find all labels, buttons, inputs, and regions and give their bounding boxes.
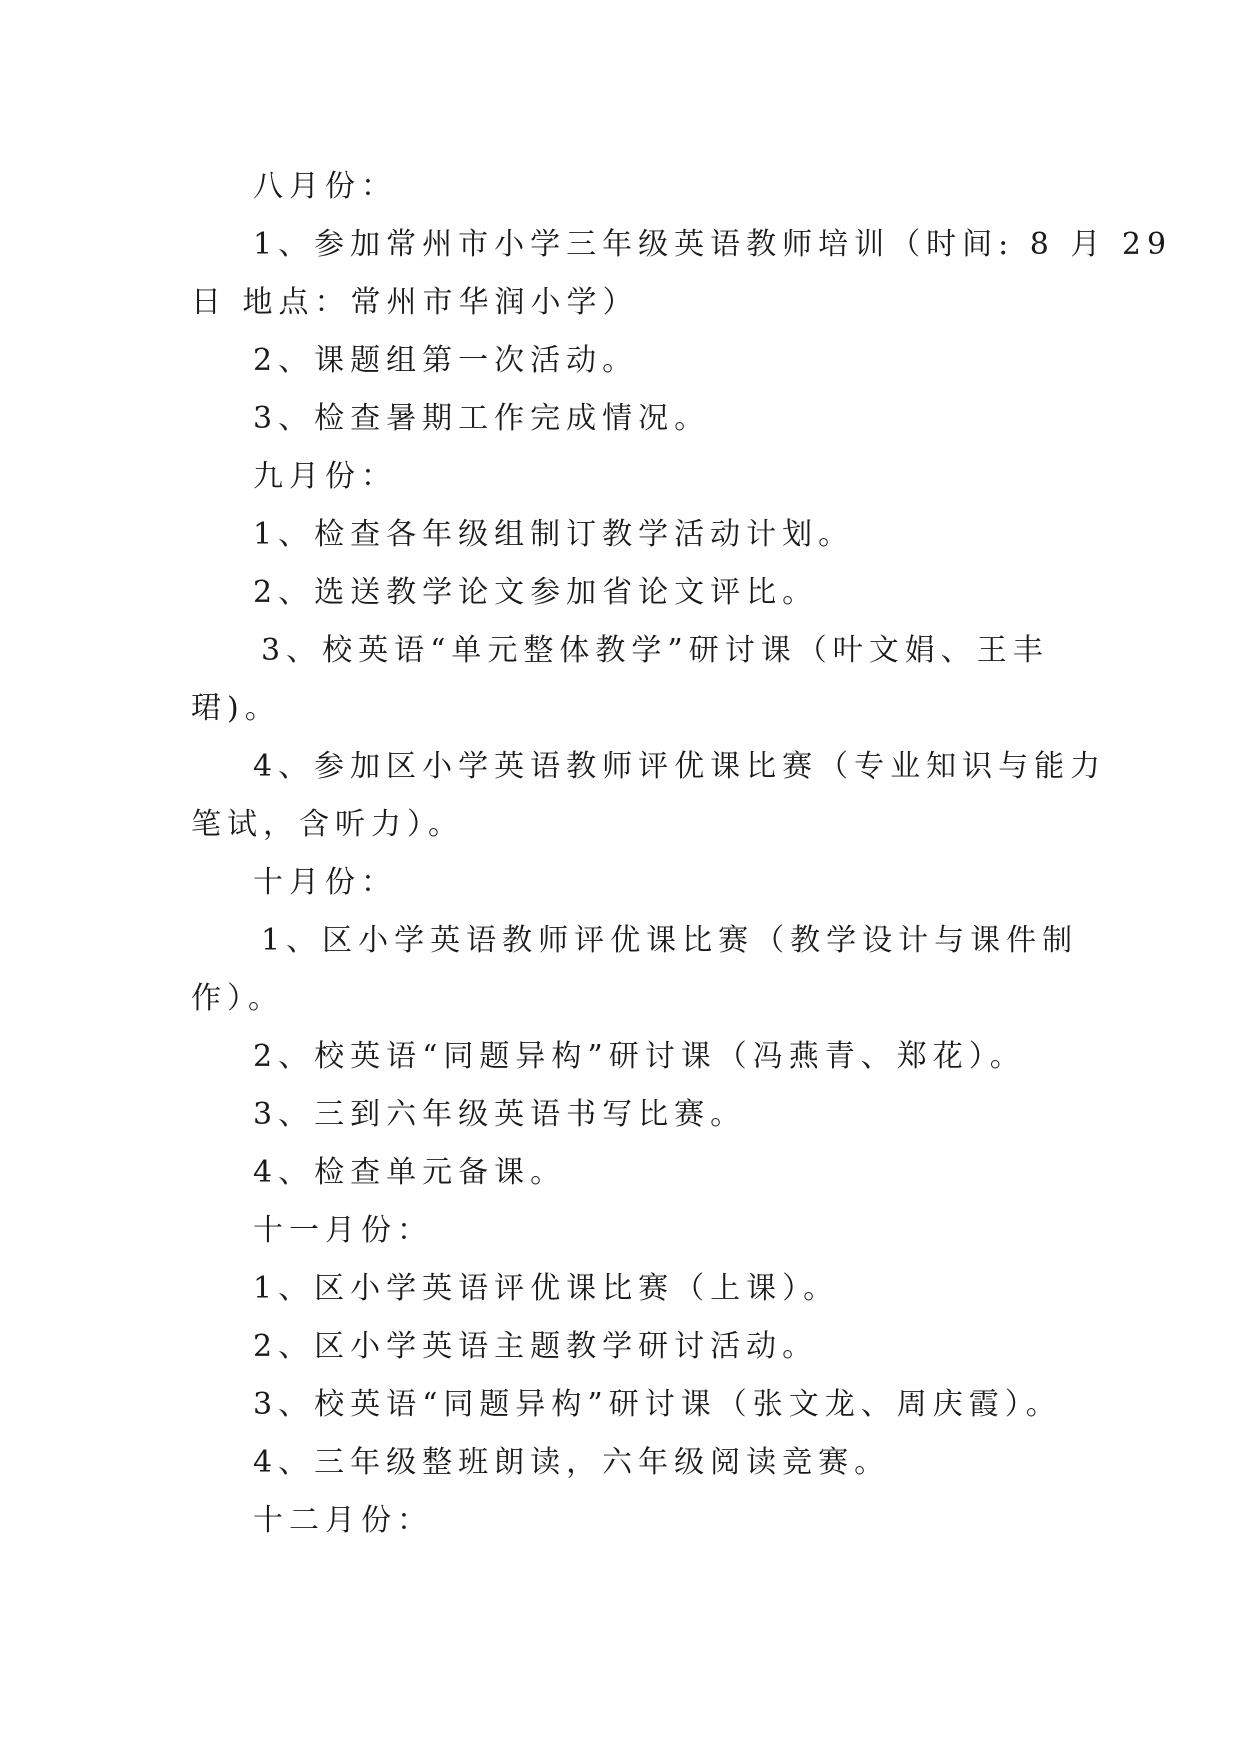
list-item: 2、课题组第一次活动。 <box>253 343 639 378</box>
list-item-continuation: 作）。 <box>191 981 284 1016</box>
list-item: 3、校英语“单元整体教学”研讨课（叶文娟、王丰 <box>261 633 1049 668</box>
list-item: 4、三年级整班朗读，六年级阅读竞赛。 <box>253 1445 891 1480</box>
month-heading-november: 十一月份： <box>253 1213 433 1248</box>
document-body <box>191 158 1173 1550</box>
list-item: 1、区小学英语评优课比赛（上课）。 <box>253 1271 840 1306</box>
list-item: 1、检查各年级组制订教学活动计划。 <box>253 517 855 552</box>
month-heading-september: 九月份： <box>253 459 397 494</box>
list-item: 1、参加常州市小学三年级英语教师培训（时间: 8 月 29 <box>253 227 1173 262</box>
list-item: 4、参加区小学英语教师评优课比赛（专业知识与能力 <box>253 749 1107 784</box>
month-heading-august: 八月份： <box>253 169 397 204</box>
list-item-continuation: 珺)。 <box>191 691 281 726</box>
list-item: 3、检查暑期工作完成情况。 <box>253 401 711 436</box>
list-item: 3、校英语“同题异构”研讨课（张文龙、周庆霞）。 <box>253 1387 1062 1422</box>
month-heading-october: 十月份： <box>253 865 397 900</box>
list-item: 2、选送教学论文参加省论文评比。 <box>253 575 819 610</box>
list-item: 3、三到六年级英语书写比赛。 <box>253 1097 747 1132</box>
list-item: 1、区小学英语教师评优课比赛（教学设计与课件制 <box>261 923 1079 958</box>
list-item-continuation: 日 地点：常州市华润小学） <box>191 285 639 320</box>
list-item: 4、检查单元备课。 <box>253 1155 567 1190</box>
list-item-continuation: 笔试，含听力）。 <box>191 807 464 842</box>
month-heading-december: 十二月份： <box>253 1503 433 1538</box>
list-item: 2、校英语“同题异构”研讨课（冯燕青、郑花）。 <box>253 1039 1026 1074</box>
list-item: 2、区小学英语主题教学研讨活动。 <box>253 1329 819 1364</box>
